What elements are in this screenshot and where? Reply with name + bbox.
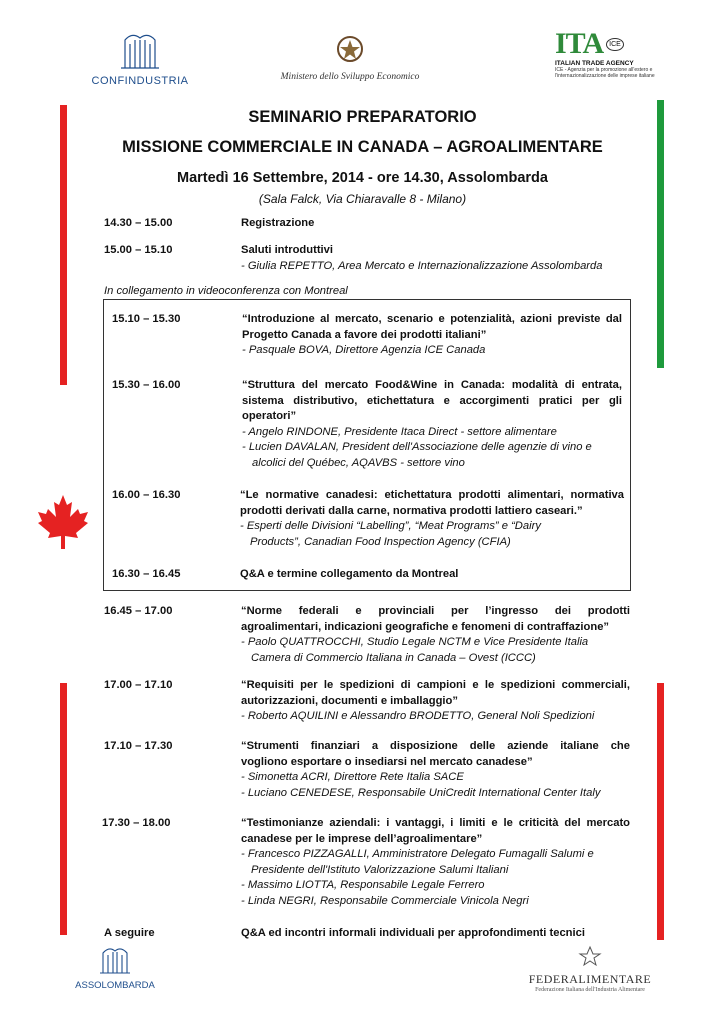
agenda-item-normative: [240, 488, 624, 550]
time-1630: 16.30 – 16.45: [112, 568, 181, 580]
agenda-item-requisiti: [241, 678, 630, 725]
speaker: - Simonetta ACRI, Direttore Rete Italia SACE: [241, 771, 464, 783]
agenda-title-line: vogliono esportare o insediarsi nel mercato canadese”: [241, 755, 533, 768]
federalimentare-sub: Federazione Italiana dell'Industria Alimentare: [535, 987, 645, 993]
speaker: - Paolo QUATTROCCHI, Studio Legale NCTM e Vice Presidente Italia: [241, 636, 589, 648]
speaker: - Linda NEGRI, Responsabile Commerciale Vinicola Negri: [241, 894, 529, 907]
agenda-item-introduzione: [242, 312, 622, 359]
speaker-cont: Presidente dell'Istituto Valorizzazione Salumi Italiani: [251, 863, 509, 876]
time-1730: 17.30 – 18.00: [102, 817, 171, 829]
agenda-title-line: “Norme federali e provinciali per l’ingresso dei prodotti: [241, 605, 630, 617]
ita-logo: [555, 27, 665, 90]
agenda-title-line: “Strumenti finanziari a disposizione delle aziende italiane che: [241, 740, 630, 752]
ita-desc-line1: ICE - Agenzia per la promozione all'estero e: [555, 67, 653, 73]
confindustria-label: CONFINDUSTRIA: [91, 75, 189, 87]
title-missione: MISSIONE COMMERCIALE IN CANADA – AGROALIMENTARE: [122, 138, 603, 156]
time-1710: 17.10 – 17.30: [104, 740, 173, 752]
agenda-title: Q&A e termine collegamento da Montreal: [240, 568, 459, 580]
agenda-title-line: “Requisiti per le spedizioni di campioni e le spedizioni commerciali,: [241, 679, 630, 691]
time-1510: 15.10 – 15.30: [112, 313, 181, 325]
agenda-item-norme: [241, 604, 630, 666]
ita-wordmark: ITA: [555, 27, 604, 60]
speaker: - Roberto AQUILINI e Alessandro BRODETTO, General Noli Spedizioni: [241, 710, 595, 722]
time-1645: 16.45 – 17.00: [104, 605, 173, 617]
ita-ice-badge: ICE: [606, 38, 624, 51]
time-1500: 15.00 – 15.10: [104, 244, 173, 256]
left-red-bar-bottom: [60, 683, 67, 935]
assolombarda-logo: [65, 945, 165, 995]
time-1600: 16.00 – 16.30: [112, 489, 181, 501]
right-red-bar-bottom: [657, 683, 664, 940]
confindustria-emblem-icon: [85, 30, 195, 70]
ministero-logo: [270, 33, 430, 83]
title-seminario: SEMINARIO PREPARATORIO: [248, 108, 477, 126]
italian-emblem-icon: [333, 33, 367, 65]
videoconference-note: In collegamento in videoconferenza con Montreal: [104, 285, 348, 297]
agenda-title-line: Progetto Canada a favore dei prodotti italiani”: [242, 328, 487, 341]
time-1430: 14.30 – 15.00: [104, 217, 173, 229]
agenda-title-line: prodotti derivati dalla carne, normativa prodotti lattiero caseari.”: [240, 504, 583, 517]
agenda-title-line: agroalimentari, indicazioni geografiche e fenomeni di contraffazione”: [241, 620, 610, 633]
speaker: - Esperti delle Divisioni “Labelling”, “Meat Programs” e “Dairy: [240, 520, 541, 532]
federalimentare-label: FEDERALIMENTARE: [528, 972, 652, 986]
speaker: - Lucien DAVALAN, President dell'Associazione delle agenzie di vino e: [242, 441, 592, 453]
assolombarda-label: ASSOLOMBARDA: [75, 980, 155, 991]
federalimentare-logo: [515, 945, 665, 995]
time-1700: 17.00 – 17.10: [104, 679, 173, 691]
speaker-cont: Products”, Canadian Food Inspection Agency (CFIA): [250, 535, 511, 548]
speaker: - Angelo RINDONE, Presidente Itaca Direct - settore alimentare: [242, 425, 557, 438]
agenda-title: Q&A ed incontri informali individuali per approfondimenti tecnici: [241, 927, 585, 939]
agenda-item-saluti: [241, 243, 631, 274]
agenda-title-line: “Introduzione al mercato, scenario e potenzialità, azioni previste dal: [242, 313, 622, 325]
agenda-item-strumenti: [241, 739, 630, 801]
event-date: Martedì 16 Settembre, 2014 - ore 14.30, Assolombarda: [177, 170, 548, 186]
agenda-title-line: “Struttura del mercato Food&Wine in Canada: modalità di entrata,: [242, 379, 622, 391]
agenda-title-line: autorizzazioni, documenti e imballaggio”: [241, 694, 458, 707]
speaker-cont: Camera di Commercio Italiana in Canada – Ovest (ICCC): [251, 651, 536, 664]
agenda-title: Registrazione: [241, 217, 315, 229]
speaker: - Pasquale BOVA, Direttore Agenzia ICE Canada: [242, 344, 486, 356]
time-a-seguire: A seguire: [104, 927, 155, 939]
speaker: - Francesco PIZZAGALLI, Amministratore Delegato Fumagalli Salumi e: [241, 848, 594, 860]
speaker: - Luciano CENEDESE, Responsabile UniCredit International Center Italy: [241, 786, 601, 799]
event-venue: (Sala Falck, Via Chiaravalle 8 - Milano): [258, 192, 467, 206]
ministero-label: Ministero dello Sviluppo Economico: [280, 72, 420, 82]
agenda-item-testimonianze: [241, 816, 630, 909]
agenda-title-line: canadese per le imprese dell’agroalimentare”: [241, 832, 483, 845]
federalimentare-emblem-icon: [578, 945, 602, 967]
agenda-title: Saluti introduttivi: [241, 244, 333, 256]
ita-desc-line2: l'internazionalizzazione delle imprese italiane: [555, 73, 655, 79]
ita-agency-label: ITALIAN TRADE AGENCY: [555, 60, 634, 67]
agenda-title-line: sistema distributivo, etichettatura e accorgimenti pratici per gli: [242, 394, 622, 407]
assolombarda-emblem-icon: [95, 945, 135, 975]
agenda-item-struttura: [242, 378, 622, 471]
agenda-title-line: “Testimonianze aziendali: i vantaggi, i limiti e le criticità del mercato: [241, 817, 630, 829]
speaker-cont: alcolici del Québec, AQAVBS - settore vino: [252, 456, 465, 469]
speaker: - Giulia REPETTO, Area Mercato e Internazionalizzazione Assolombarda: [241, 259, 603, 272]
time-1530: 15.30 – 16.00: [112, 379, 181, 391]
maple-leaf-icon: [36, 493, 90, 551]
speaker: - Massimo LIOTTA, Responsabile Legale Ferrero: [241, 879, 485, 891]
agenda-title-line: operatori”: [242, 410, 297, 422]
agenda-title-line: “Le normative canadesi: etichettatura prodotti alimentari, normativa: [240, 489, 624, 501]
confindustria-logo: [85, 30, 195, 85]
